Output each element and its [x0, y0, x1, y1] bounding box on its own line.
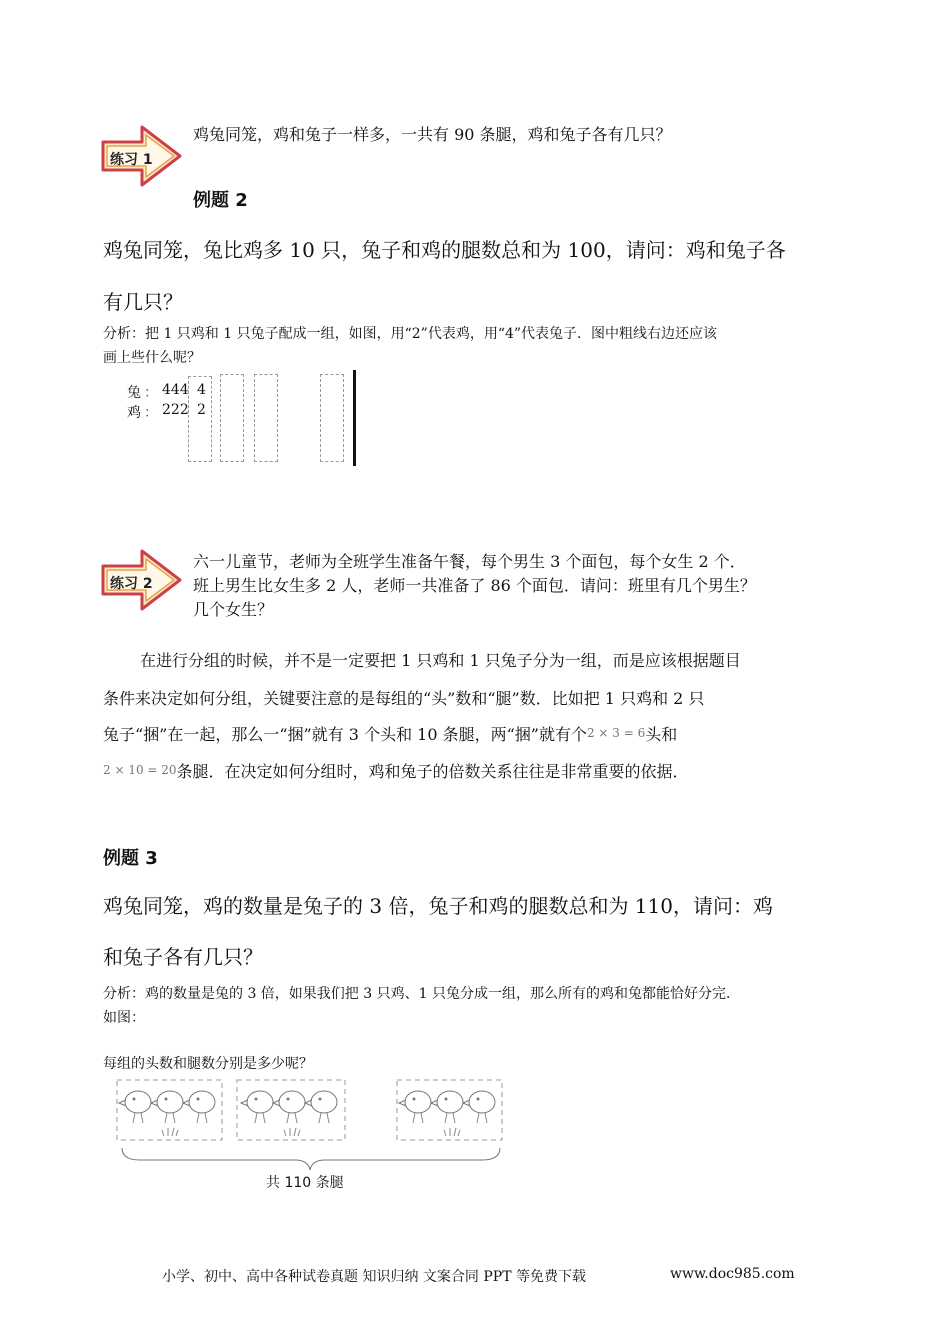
paragraph-line-3-tail: 头和: [645, 725, 678, 744]
example-2-question-line-2: 有几只？: [103, 290, 183, 314]
chicken-colon: ：: [144, 405, 158, 421]
example-3-heading: 例题 3: [103, 848, 158, 869]
practice-1-question: 鸡兔同笼，鸡和兔子一样多，一共有 90 条腿，鸡和兔子各有几只？: [193, 125, 672, 144]
practice-1-label: 练习 1: [110, 152, 153, 168]
chicken-extra-value: 2: [197, 402, 206, 418]
figure-question: 每组的头数和腿数分别是多少呢？: [103, 1056, 313, 1072]
rabbit-values: 444: [162, 382, 189, 398]
pair-box-2: [220, 374, 244, 462]
practice-2-line-1: 六一儿童节，老师为全班学生准备午餐，每个男生 3 个面包，每个女生 2 个．: [193, 552, 746, 571]
practice-2-line-3: 几个女生？: [193, 600, 274, 619]
paragraph-line-3: [103, 722, 677, 745]
example-2-heading: 例题 2: [193, 190, 248, 211]
pair-box-1: [188, 376, 212, 462]
example-2-analysis-line-1: 分析：把 1 只鸡和 1 只兔子配成一组，如图，用“2”代表鸡，用“4”代表兔子．图中粗线右边还应该: [103, 326, 718, 342]
practice-2-label: 练习 2: [110, 576, 153, 592]
group-box-2: [237, 1080, 345, 1140]
paragraph-line-4: [103, 759, 689, 782]
example-3-analysis-line-2: 如图：: [103, 1010, 145, 1026]
example-2-question-line-1: 鸡兔同笼，兔比鸡多 10 只，兔子和鸡的腿数总和为 100，请问：鸡和兔子各: [103, 238, 786, 262]
math-expression-1: 2 × 3 = 6: [586, 726, 646, 740]
chicken-values: 222: [162, 402, 189, 418]
example-2-analysis-line-2: 画上些什么呢？: [103, 350, 201, 366]
paragraph-line-3-text: 兔子“捆”在一起，那么一“捆”就有 3 个头和 10 条腿，两“捆”就有个: [103, 725, 587, 744]
total-legs-label: 共 110 条腿: [266, 1175, 344, 1191]
rabbit-label: 兔: [127, 385, 141, 401]
rabbit-colon: ：: [144, 385, 158, 401]
rabbit-extra-value: 4: [197, 382, 206, 398]
footer-site-link[interactable]: www.doc985.com: [670, 1266, 795, 1282]
paragraph-line-4-text: 条腿．在决定如何分组时，鸡和兔子的倍数关系往往是非常重要的依据．: [176, 762, 689, 781]
paragraph-line-2: 条件来决定如何分组，关键要注意的是每组的“头”数和“腿”数．比如把 1 只鸡和 2 只: [103, 689, 705, 708]
example-3-analysis-line-1: 分析：鸡的数量是兔的 3 倍，如果我们把 3 只鸡、1 只兔分成一组，那么所有的鸡和兔都能恰好分完．: [103, 986, 740, 1002]
example-3-question-line-2: 和兔子各有几只？: [103, 945, 263, 969]
group-box-1: [117, 1080, 222, 1140]
pair-box-3: [254, 374, 278, 462]
practice-1-badge: [100, 124, 184, 188]
group-box-3: [397, 1080, 502, 1140]
paragraph-line-1: 在进行分组的时候，并不是一定要把 1 只鸡和 1 只兔子分为一组，而是应该根据题目: [140, 651, 741, 670]
practice-2-badge: [100, 548, 184, 612]
practice-2-line-2: 班上男生比女生多 2 人，老师一共准备了 86 个面包．请问：班里有几个男生？: [193, 576, 756, 595]
math-expression-2: 2 × 10 = 20: [103, 763, 177, 777]
chicken-label: 鸡: [127, 405, 141, 421]
total-brace: [122, 1148, 500, 1170]
example-3-question-line-1: 鸡兔同笼，鸡的数量是兔子的 3 倍，兔子和鸡的腿数总和为 110，请问：鸡: [103, 894, 773, 918]
pair-box-4: [320, 374, 344, 462]
thick-divider-line: [353, 370, 356, 466]
footer-text: 小学、初中、高中各种试卷真题 知识归纳 文案合同 PPT 等免费下载: [162, 1269, 586, 1285]
